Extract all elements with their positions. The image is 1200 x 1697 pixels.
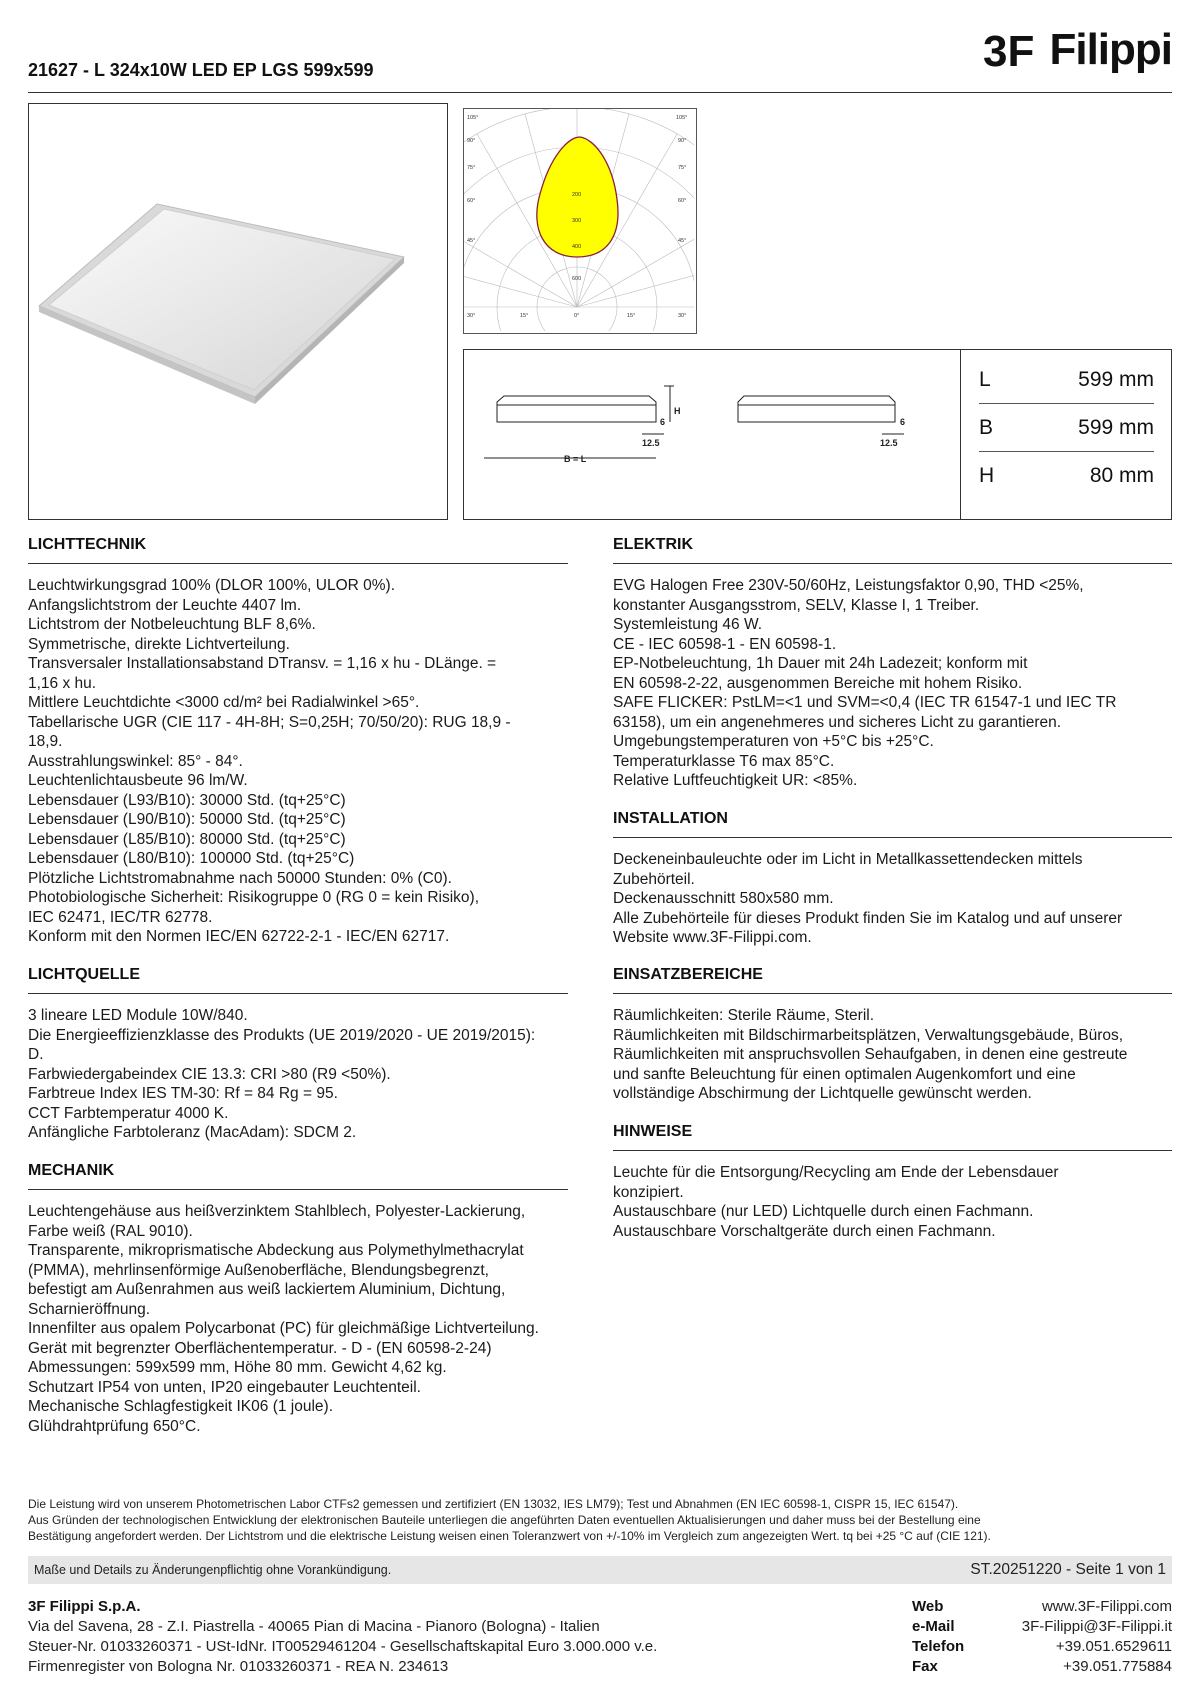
company-address: Via del Savena, 28 - Z.I. Piastrella - 40065 Pian di Macina - Pianoro (Bologna) - Italien bbox=[28, 1618, 600, 1635]
dimension-label: L bbox=[979, 368, 991, 391]
section-heading: MECHANIK bbox=[28, 1162, 568, 1190]
brand-logo bbox=[983, 25, 1172, 74]
disclaimer-bar bbox=[28, 1556, 1172, 1584]
angle-label: 30° bbox=[678, 313, 687, 319]
contact-label: e-Mail bbox=[912, 1618, 955, 1635]
dim-label-6-right: 6 bbox=[900, 417, 906, 427]
angle-label: 45° bbox=[467, 238, 476, 244]
dimensions-divider bbox=[960, 350, 961, 519]
angle-label: 90° bbox=[678, 138, 687, 144]
angle-label: 30° bbox=[467, 313, 476, 319]
section-elektrik bbox=[613, 536, 1172, 791]
section-heading: HINWEISE bbox=[613, 1123, 1172, 1151]
document-id: ST.20251220 - Seite 1 von 1 bbox=[970, 1561, 1166, 1578]
section-body: EVG Halogen Free 230V-50/60Hz, Leistungsfaktor 0,90, THD <25%, konstanter Ausgangsstrom, SELV, Klasse I, 1 Treiber. Systemleistung 46 W. CE - IEC 60598-1 - EN 60598-1. EP-Notbeleuchtung, 1h Dauer mit 24h Ladezeit; konform mit EN 60598-2-22, ausgenommen Bereiche mit hohem Risiko. SAFE FLICKER: PstLM=<1 und SVM=<0,4 (IEC TR 61547-1 und IEC TR 63158), um ein angenehmeres und sicheres Licht zu garantieren. Umgebungstemperaturen von +5°C bis +25°C. Temperaturklasse T6 max 85°C. Relative Luftfeuchtigkeit UR: <85%. bbox=[613, 577, 1117, 789]
contact-label: Telefon bbox=[912, 1638, 965, 1655]
fax-value: +39.051.775884 bbox=[1063, 1658, 1172, 1675]
dimension-row-b bbox=[979, 405, 1154, 452]
angle-label: 75° bbox=[678, 165, 687, 171]
dimension-drawing bbox=[464, 350, 954, 518]
contact-list bbox=[912, 1597, 1172, 1677]
section-body: Räumlichkeiten: Sterile Räume, Steril. Räumlichkeiten mit Bildschirmarbeitsplätzen, Verwaltungsgebäude, Büros, Räumlichkeiten mit anspruchsvollen Sehaufgaben, in denen eine gestreute und sanfte Beleuchtung für einen optimalen Augenkomfort und eine vollständige Abschirmung der Lichtquelle gewünscht werden. bbox=[613, 1007, 1128, 1102]
radial-label: 300 bbox=[572, 218, 582, 224]
radial-label: 400 bbox=[572, 244, 582, 250]
section-heading: INSTALLATION bbox=[613, 810, 1172, 838]
section-installation bbox=[613, 810, 1172, 948]
phone-value: +39.051.6529611 bbox=[1055, 1638, 1172, 1655]
dimension-row-l bbox=[979, 357, 1154, 404]
company-info bbox=[28, 1597, 657, 1677]
angle-label: 45° bbox=[678, 238, 687, 244]
dimension-value: 599 mm bbox=[1078, 416, 1154, 439]
product-image bbox=[29, 104, 446, 518]
polar-diagram bbox=[464, 109, 694, 331]
dim-label-12-5-right: 12.5 bbox=[880, 438, 898, 448]
company-tax: Steuer-Nr. 01033260371 - USt-IdNr. IT00529461204 - Gesellschaftskapital Euro 3.000.000 v.e. bbox=[28, 1638, 658, 1655]
logo-text: Filippi bbox=[1049, 25, 1172, 74]
section-hinweise bbox=[613, 1123, 1172, 1241]
contact-row-fax bbox=[912, 1657, 1172, 1677]
angle-label: 60° bbox=[678, 198, 687, 204]
section-body: Leuchtwirkungsgrad 100% (DLOR 100%, ULOR 0%). Anfangslichtstrom der Leuchte 4407 lm. Lichtstrom der Notbeleuchtung BLF 8,6%. Symmetrische, direkte Lichtverteilung. Transversaler Installationsabstand DTransv. = 1,16 x hu - DLänge. = 1,16 x hu. Mittlere Leuchtdichte <3000 cd/m² bei Radialwinkel >65°. Tabellarische UGR (CIE 117 - 4H-8H; S=0,25H; 70/50/20): RUG 18,9 - 18,9. Ausstrahlungswinkel: 85° - 84°. Leuchtenlichtausbeute 96 lm/W. Lebensdauer (L93/B10): 30000 Std. (tq+25°C) Lebensdauer (L90/B10): 50000 Std. (tq+25°C) Lebensdauer (L85/B10): 80000 Std. (tq+25°C) Lebensdauer (L80/B10): 100000 Std. (tq+25°C) Plötzliche Lichtstromabnahme nach 50000 Stunden: 0% (C0). Photobiologische Sicherheit: Risikogruppe 0 (RG 0 = kein Risiko), IEC 62471, IEC/TR 62778. Konform mit den Normen IEC/EN 62722-2-1 - IEC/EN 62717. bbox=[28, 577, 511, 945]
dim-label-bl: B = L bbox=[564, 454, 587, 464]
dimension-row-h bbox=[979, 453, 1154, 499]
angle-label: 105° bbox=[676, 115, 688, 121]
company-register: Firmenregister von Bologna Nr. 01033260371 - REA N. 234613 bbox=[28, 1658, 449, 1675]
angle-label: 75° bbox=[467, 165, 476, 171]
section-lichttechnik bbox=[28, 536, 568, 947]
svg-text:3F: 3F bbox=[983, 30, 1035, 70]
section-body: 3 lineare LED Module 10W/840. Die Energieeffizienzklasse des Produkts (UE 2019/2020 - UE 2019/2015): D. Farbwiedergabeindex CIE 13.3: CRI >80 (R9 <50%). Farbtreue Index IES TM-30: Rf = 84 Rg = 95. CCT Farbtemperatur 4000 K. Anfängliche Farbtoleranz (MacAdam): SDCM 2. bbox=[28, 1007, 536, 1141]
dimensions-panel bbox=[463, 349, 1172, 520]
contact-label: Fax bbox=[912, 1658, 938, 1675]
angle-label: 90° bbox=[467, 138, 476, 144]
dimension-label: B bbox=[979, 416, 994, 439]
section-einsatzbereiche bbox=[613, 966, 1172, 1104]
section-heading: LICHTTECHNIK bbox=[28, 536, 568, 564]
dim-label-h: H bbox=[674, 406, 681, 416]
company-name: 3F Filippi S.p.A. bbox=[28, 1598, 141, 1615]
section-body: Deckeneinbauleuchte oder im Licht in Metallkassettendecken mittels Zubehörteil. Deckenausschnitt 580x580 mm. Alle Zubehörteile für dieses Produkt finden Sie im Katalog und auf unserer Website www.3F-Filippi.com. bbox=[613, 851, 1123, 946]
angle-label: 105° bbox=[467, 115, 479, 121]
angle-label: 15° bbox=[520, 313, 529, 319]
web-link[interactable]: www.3F-Filippi.com bbox=[1041, 1598, 1172, 1615]
dim-label-12-5-left: 12.5 bbox=[642, 438, 660, 448]
dimension-value: 599 mm bbox=[1078, 368, 1154, 391]
angle-label: 60° bbox=[467, 198, 476, 204]
angle-label: 0° bbox=[574, 313, 580, 319]
angle-label: 15° bbox=[627, 313, 636, 319]
section-mechanik bbox=[28, 1162, 568, 1436]
dim-label-6-left: 6 bbox=[660, 417, 666, 427]
logo-mark-icon bbox=[983, 30, 1043, 70]
contact-row-web bbox=[912, 1597, 1172, 1617]
section-body: Leuchte für die Entsorgung/Recycling am Ende der Lebensdauer konzipiert. Austauschbare (nur LED) Lichtquelle durch einen Fachmann. Austauschbare Vorschaltgeräte durch einen Fachmann. bbox=[613, 1164, 1059, 1240]
radial-label: 600 bbox=[572, 276, 582, 282]
dimension-label: H bbox=[979, 464, 995, 487]
contact-row-email bbox=[912, 1617, 1172, 1637]
footnote: Die Leistung wird von unserem Photometrischen Labor CTFs2 gemessen und zertifiziert (EN 13032, IES LM79); Test und Abnahmen (EN IEC 60598-1, CISPR 15, IEC 61547). Aus Gründen der technologischen Entwicklung der elektronischen Bauteile unterliegen die angeführten Daten eventuellen Aktualisierungen und daher muss bei der Bestellung eine Bestätigung angefordert werden. Der Lichtstrom und die elektrische Leistung weisen einen Toleranzwert von +/-10% im Vergleich zum angezeigten Wert. tq bei +25 °C auf (CIE 121). bbox=[28, 1497, 991, 1543]
radial-label: 200 bbox=[572, 192, 582, 198]
polar-light-distribution-diagram bbox=[463, 108, 697, 334]
section-heading: ELEKTRIK bbox=[613, 536, 1172, 564]
email-link[interactable]: 3F-Filippi@3F-Filippi.it bbox=[1021, 1618, 1172, 1635]
section-heading: EINSATZBEREICHE bbox=[613, 966, 1172, 994]
contact-label: Web bbox=[912, 1598, 944, 1615]
section-heading: LICHTQUELLE bbox=[28, 966, 568, 994]
page-title: 21627 - L 324x10W LED EP LGS 599x599 bbox=[28, 60, 374, 80]
section-lichtquelle bbox=[28, 966, 568, 1143]
dimension-value: 80 mm bbox=[1089, 464, 1154, 487]
disclaimer-text: Maße und Details zu Änderungenpflichtig ohne Vorankündigung. bbox=[34, 1563, 392, 1577]
section-body: Leuchtengehäuse aus heißverzinktem Stahlblech, Polyester-Lackierung, Farbe weiß (RAL 9010). Transparente, mikroprismatische Abdeckung aus Polymethylmethacrylat (PMMA), mehrlinsenförmige Außenoberfläche, Blendungsbegrenzt, befestigt am Außenrahmen aus weiß lackiertem Aluminium, Dichtung, Scharnieröffnung. Innenfilter aus opalem Polycarbonat (PC) für gleichmäßige Lichtverteilung. Gerät mit begrenzter Oberflächentemperatur. - D - (EN 60598-2-24) Abmessungen: 599x599 mm, Höhe 80 mm. Gewicht 4,62 kg. Schutzart IP54 von unten, IP20 eingebauter Leuchtenteil. Mechanische Schlagfestigkeit IK06 (1 joule). Glühdrahtprüfung 650°C. bbox=[28, 1203, 539, 1435]
contact-row-phone bbox=[912, 1637, 1172, 1657]
product-image-frame bbox=[28, 103, 448, 520]
header-divider bbox=[28, 92, 1172, 93]
